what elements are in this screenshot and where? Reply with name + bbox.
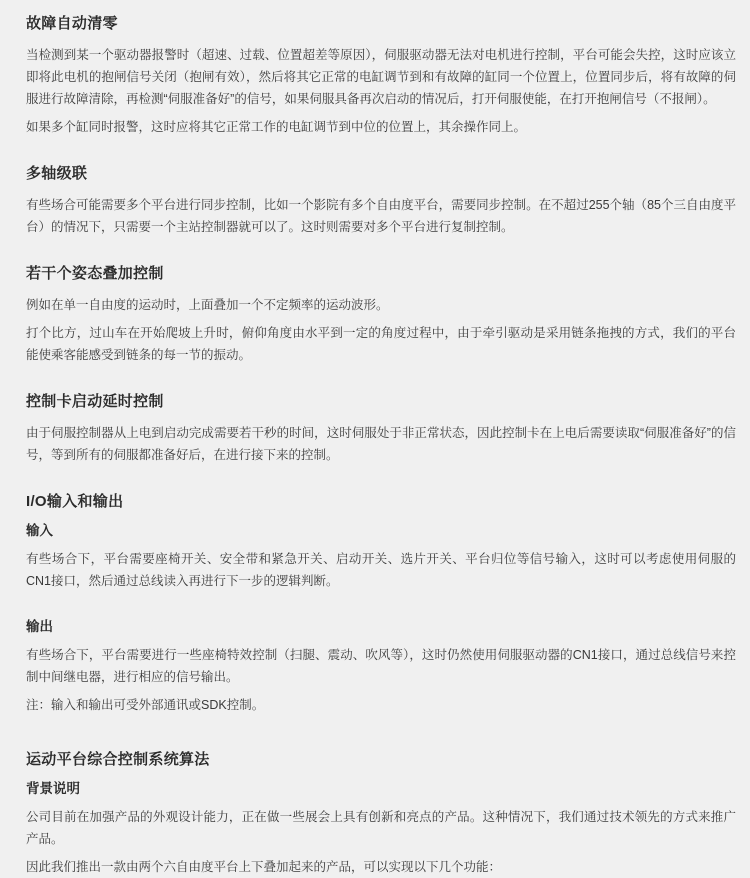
paragraph: 因此我们推出一款由两个六自由度平台上下叠加起来的产品，可以实现以下几个功能：	[26, 860, 502, 874]
section-heading: 运动平台综合控制系统算法	[26, 751, 210, 768]
subsection-heading: 输入	[26, 523, 53, 538]
section-heading: I/O输入和输出	[26, 493, 124, 510]
paragraph: 公司目前在加强产品的外观设计能力，正在做一些展会上具有创新和亮点的产品。这种情况下，我们通过技术领先的方式来推广产品。	[26, 810, 736, 846]
spacer	[26, 242, 736, 264]
section-fault-auto-reset	[26, 14, 736, 138]
section-heading: 控制卡启动延时控制	[26, 393, 164, 410]
paragraph: 有些场合下，平台需要进行一些座椅特效控制（扫腿、震动、吹风等），这时仍然使用伺服驱动器的CN1接口，通过总线信号来控制中间继电器，进行相应的信号输出。	[26, 648, 736, 684]
paragraph: 有些场合下，平台需要座椅开关、安全带和紧急开关、启动开关、选片开关、平台归位等信号输入，这时可以考虑使用伺服的CN1接口，然后通过总线读入再进行下一步的逻辑判断。	[26, 552, 736, 588]
section-motion-platform-algorithm	[26, 750, 736, 878]
section-heading: 故障自动清零	[26, 15, 118, 32]
paragraph: 如果多个缸同时报警，这时应将其它正常工作的电缸调节到中位的位置上，其余操作同上。	[26, 120, 527, 134]
subsection-heading: 输出	[26, 619, 53, 634]
spacer	[26, 370, 736, 392]
paragraph: 打个比方，过山车在开始爬坡上升时，俯仰角度由水平到一定的角度过程中，由于牵引驱动是采用链条拖拽的方式，我们的平台能使乘客能感受到链条的每一节的振动。	[26, 326, 736, 362]
section-heading: 若干个姿态叠加控制	[26, 265, 164, 282]
subsection-background	[26, 780, 736, 878]
section-multi-axis-cascade	[26, 164, 736, 238]
section-control-card-delay	[26, 392, 736, 466]
section-io-input-output	[26, 492, 736, 716]
paragraph: 注：输入和输出可受外部通讯或SDK控制。	[26, 698, 265, 712]
spacer	[26, 720, 736, 750]
spacer	[26, 470, 736, 492]
spacer	[26, 142, 736, 164]
section-attitude-superposition	[26, 264, 736, 366]
paragraph: 由于伺服控制器从上电到启动完成需要若干秒的时间，这时伺服处于非正常状态，因此控制卡在上电后需要读取“伺服准备好”的信号，等到所有的伺服都准备好后，在进行接下来的控制。	[26, 426, 736, 462]
subsection-io-input	[26, 522, 736, 592]
spacer	[26, 592, 736, 608]
paragraph: 当检测到某一个驱动器报警时（超速、过载、位置超差等原因），伺服驱动器无法对电机进行控制，平台可能会失控，这时应该立即将此电机的抱闸信号关闭（抱闸有效），然后将其它正常的电缸调节到和有故障的缸同一个位置上，位置同步后，将有故障的伺服进行故障清除，再检测“伺服准备好”的信号，如果伺服具备再次启动的情况后，打开伺服使能，在打开抱闸信号（不报闸）。	[26, 48, 736, 106]
paragraph: 例如在单一自由度的运动时，上面叠加一个不定频率的运动波形。	[26, 298, 389, 312]
subsection-io-output	[26, 618, 736, 716]
paragraph: 有些场合可能需要多个平台进行同步控制，比如一个影院有多个自由度平台，需要同步控制。在不超过255个轴（85个三自由度平台）的情况下，只需要一个主站控制器就可以了。这时则需要对多个平台进行复制控制。	[26, 198, 736, 234]
section-heading: 多轴级联	[26, 165, 88, 182]
subsection-heading: 背景说明	[26, 781, 80, 796]
